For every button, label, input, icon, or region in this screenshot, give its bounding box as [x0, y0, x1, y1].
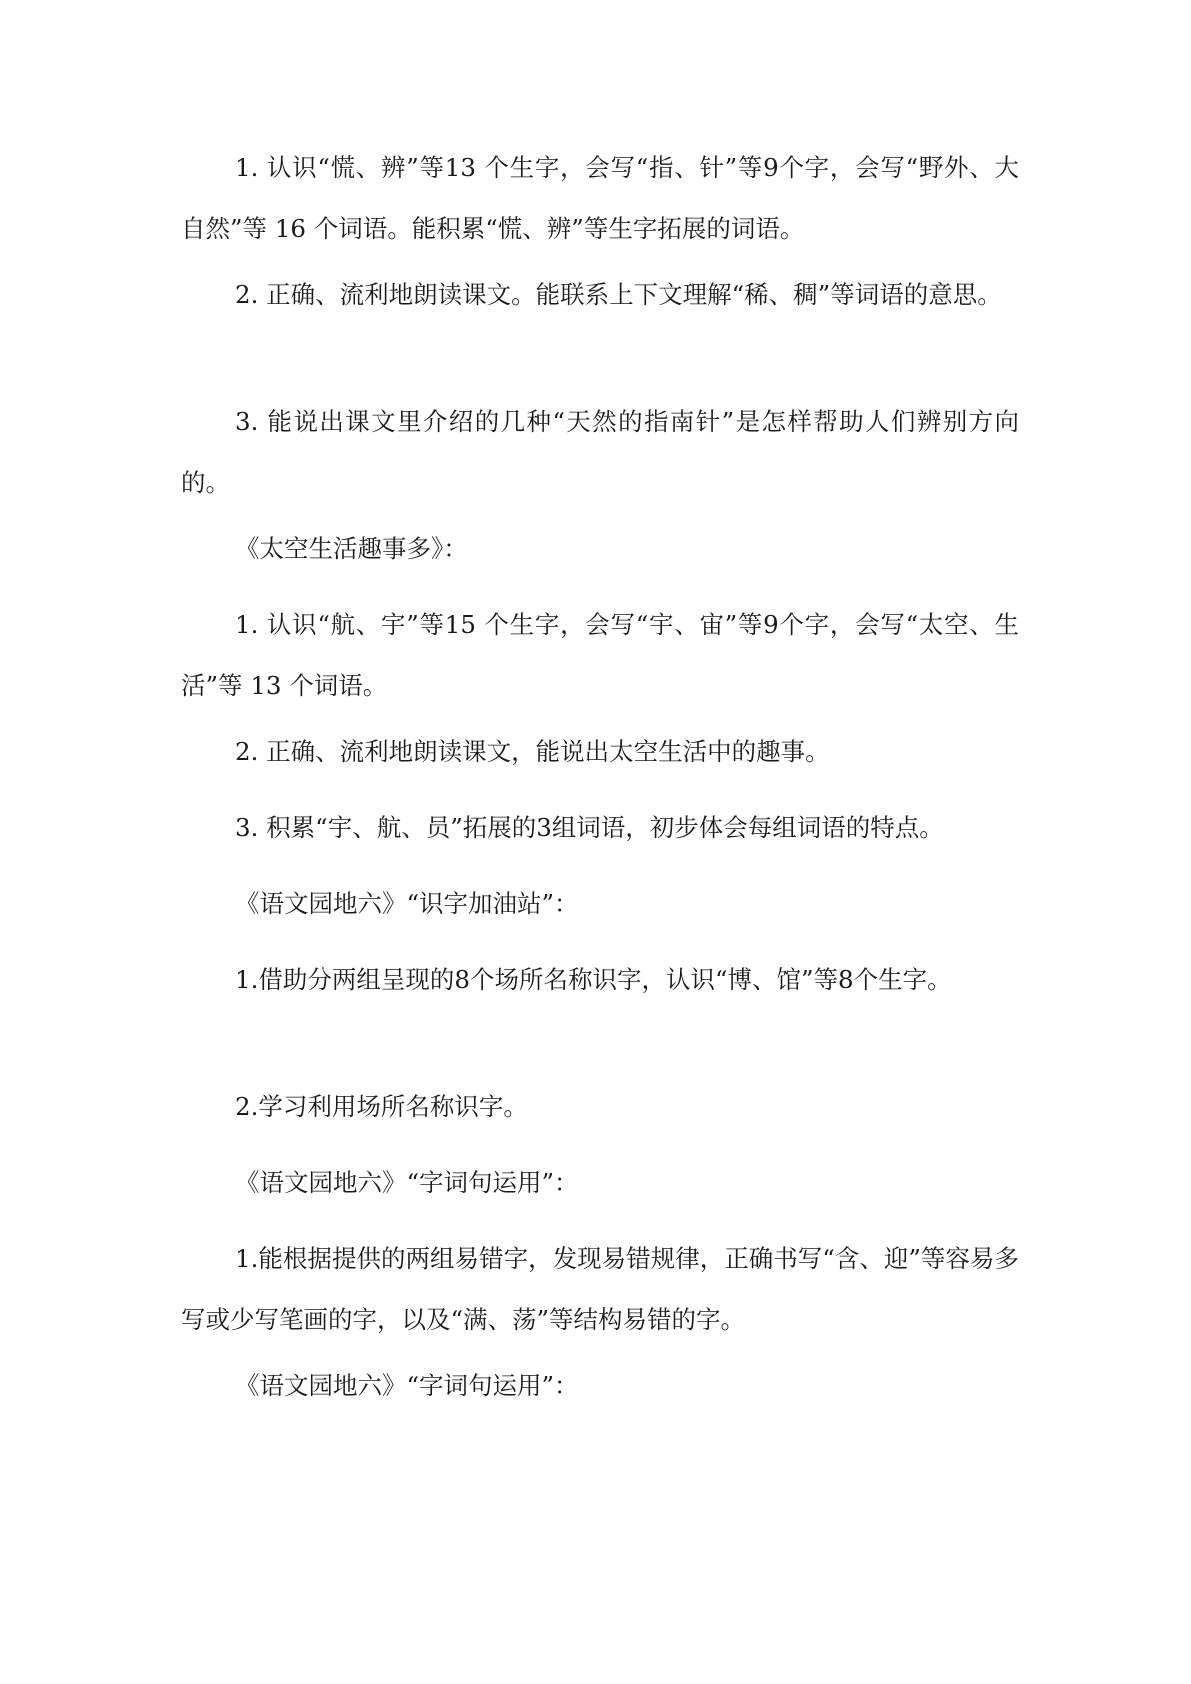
paragraph-3: 3. 能说出课文里介绍的几种“天然的指南针”是怎样帮助人们辨别方向的。 [181, 407, 1019, 497]
section-heading-1: 《太空生活趣事多》： [235, 534, 468, 563]
section-heading-4: 《语文园地六》“字词句运用”： [235, 1371, 579, 1400]
paragraph-1: 1. 认识“慌、辨”等13 个生字，会写“指、针”等9个字，会写“野外、大自然”等 16 个词语。能积累“慌、辨”等生字拓展的词语。 [181, 153, 1019, 243]
paragraph-4: 1. 认识“航、宇”等15 个生字，会写“宇、宙”等9个字，会写“太空、生活”等 13 个词语。 [181, 610, 1019, 700]
section-heading-2: 《语文园地六》“识字加油站”： [235, 889, 579, 918]
paragraph-2: 2. 正确、流利地朗读课文。能联系上下文理解“稀、稠”等词语的意思。 [235, 280, 1002, 309]
paragraph-5: 2. 正确、流利地朗读课文，能说出太空生活中的趣事。 [235, 737, 830, 766]
paragraph-9: 1.能根据提供的两组易错字，发现易错规律，正确书写“含、迎”等容易多写或少写笔画的字，以及“满、荡”等结构易错的字。 [181, 1244, 1019, 1334]
section-heading-3: 《语文园地六》“字词句运用”： [235, 1168, 579, 1197]
paragraph-6: 3. 积累“宇、航、员”拓展的3组词语，初步体会每组词语的特点。 [235, 813, 944, 842]
paragraph-8: 2.学习利用场所名称识字。 [235, 1092, 528, 1121]
paragraph-7: 1.借助分两组呈现的8个场所名称识字，认识“博、馆”等8个生字。 [235, 965, 952, 994]
